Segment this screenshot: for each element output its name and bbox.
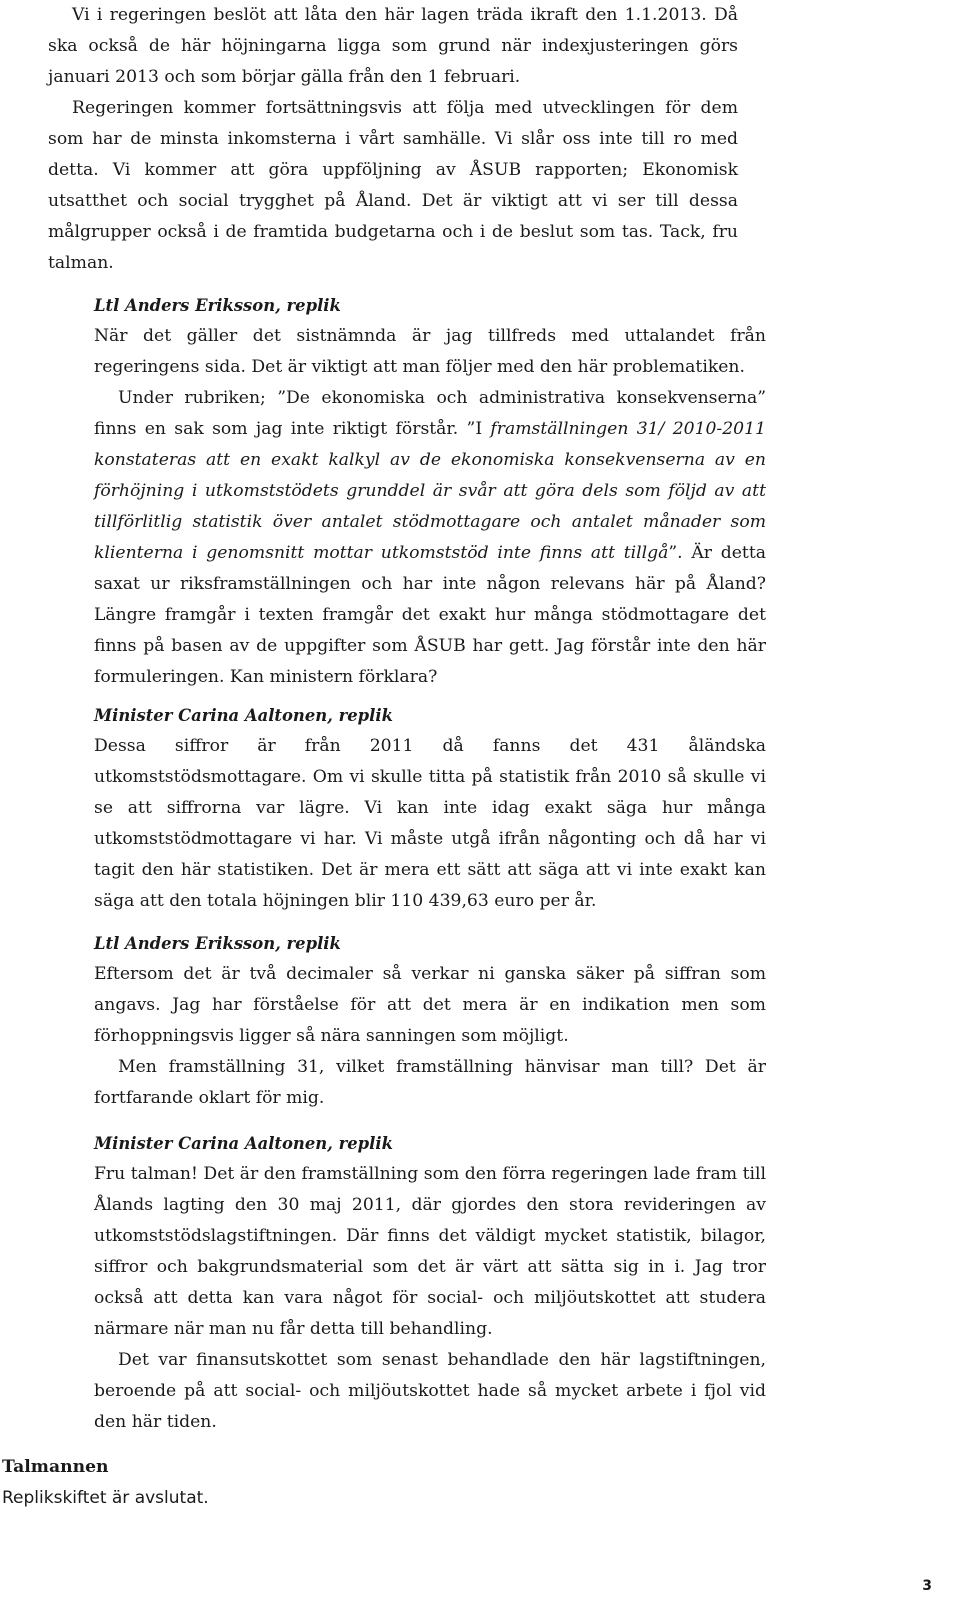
page-number: 3 bbox=[922, 1578, 932, 1594]
chair-section bbox=[2, 1452, 402, 1514]
chair-name: Talmannen bbox=[2, 1457, 109, 1477]
reply-block-eriksson-1 bbox=[94, 290, 766, 693]
reply-paragraph: Det var finansutskottet som senast behandlade den här lagstiftningen, beroende på att social- och miljöutskottet hade så mycket arbete i fjol vid den här tiden. bbox=[94, 1350, 766, 1432]
reply-paragraph: När det gäller det sistnämnda är jag tillfreds med uttalandet från regeringens sida. Det är viktigt att man följer med den här problematiken. bbox=[94, 326, 766, 377]
speaker-name: Ltl Anders Eriksson, replik bbox=[94, 296, 341, 315]
reply-block-aaltonen-2 bbox=[94, 1128, 766, 1438]
reply-paragraph-quote bbox=[94, 383, 766, 693]
reply-paragraph: Eftersom det är två decimaler så verkar ni ganska säker på siffran som angavs. Jag har förståelse för att det mera är en indikation men som förhoppningsvis ligger så nära sanningen som möjligt. bbox=[94, 964, 766, 1046]
quoted-text: framställningen 31/ 2010-2011 konstateras att en exakt kalkyl av de ekonomiska konsekvenserna av en förhöjning i utkomststödets grunddel är svår att göra dels som följd av att tillförlitlig statistik över antalet stödmottagare och antalet månader som klienterna i genomsnitt mottar utkomststöd inte finns att tillgå bbox=[94, 419, 766, 563]
chair-statement: Replikskiftet är avslutat. bbox=[2, 1488, 209, 1508]
intro-section bbox=[48, 0, 738, 279]
intro-paragraph-1: Vi i regeringen beslöt att låta den här lagen träda ikraft den 1.1.2013. Då ska också de här höjningarna ligga som grund när indexjusteringen görs januari 2013 och som börjar gälla från den 1 februari. bbox=[48, 5, 738, 87]
quote-lead-in: Under rubriken; ”De ekonomiska och administrativa konsekvenserna” finns en sak som jag inte riktigt förstår. ”I bbox=[94, 388, 766, 439]
speaker-name: Minister Carina Aaltonen, replik bbox=[94, 706, 393, 725]
reply-paragraph: Fru talman! Det är den framställning som den förra regeringen lade fram till Ålands lagting den 30 maj 2011, där gjordes den stora revideringen av utkomststödslagstiftningen. Där finns det väldigt mycket statistik, bilagor, siffror och bakgrundsmaterial som det är värt att sätta sig in i. Jag tror också att detta kan vara något för social- och miljöutskottet att studera närmare när man nu får detta till behandling. bbox=[94, 1164, 766, 1339]
intro-paragraph-2: Regeringen kommer fortsättningsvis att följa med utvecklingen för dem som har de minsta inkomsterna i vårt samhälle. Vi slår oss inte till ro med detta. Vi kommer att göra uppföljning av ÅSUB rapporten; Ekonomisk utsatthet och social trygghet på Åland. Det är viktigt att vi ser till dessa målgrupper också i de framtida budgetarna och i de beslut som tas. Tack, fru talman. bbox=[48, 98, 738, 273]
speaker-name: Minister Carina Aaltonen, replik bbox=[94, 1134, 393, 1153]
reply-paragraph: Men framställning 31, vilket framställning hänvisar man till? Det är fortfarande oklart för mig. bbox=[94, 1057, 766, 1108]
reply-block-eriksson-2 bbox=[94, 928, 766, 1114]
reply-paragraph: Dessa siffror är från 2011 då fanns det 431 åländska utkomststödsmottagare. Om vi skulle titta på statistik från 2010 så skulle vi se att siffrorna var lägre. Vi kan inte idag exakt säga hur många utkomststödmottagare vi har. Vi måste utgå ifrån någonting och då har vi tagit den här statistiken. Det är mera ett sätt att säga att vi inte exakt kan säga att den totala höjningen blir 110 439,63 euro per år. bbox=[94, 736, 766, 911]
speaker-name: Ltl Anders Eriksson, replik bbox=[94, 934, 341, 953]
reply-block-aaltonen-1 bbox=[94, 700, 766, 917]
quote-follow-up: ”. Är detta saxat ur riksframställningen och har inte någon relevans här på Åland? Längre framgår i texten framgår det exakt hur många stödmottagare det finns på basen av de uppgifter som ÅSUB har gett. Jag förstår inte den här formuleringen. Kan ministern förklara? bbox=[94, 543, 766, 687]
